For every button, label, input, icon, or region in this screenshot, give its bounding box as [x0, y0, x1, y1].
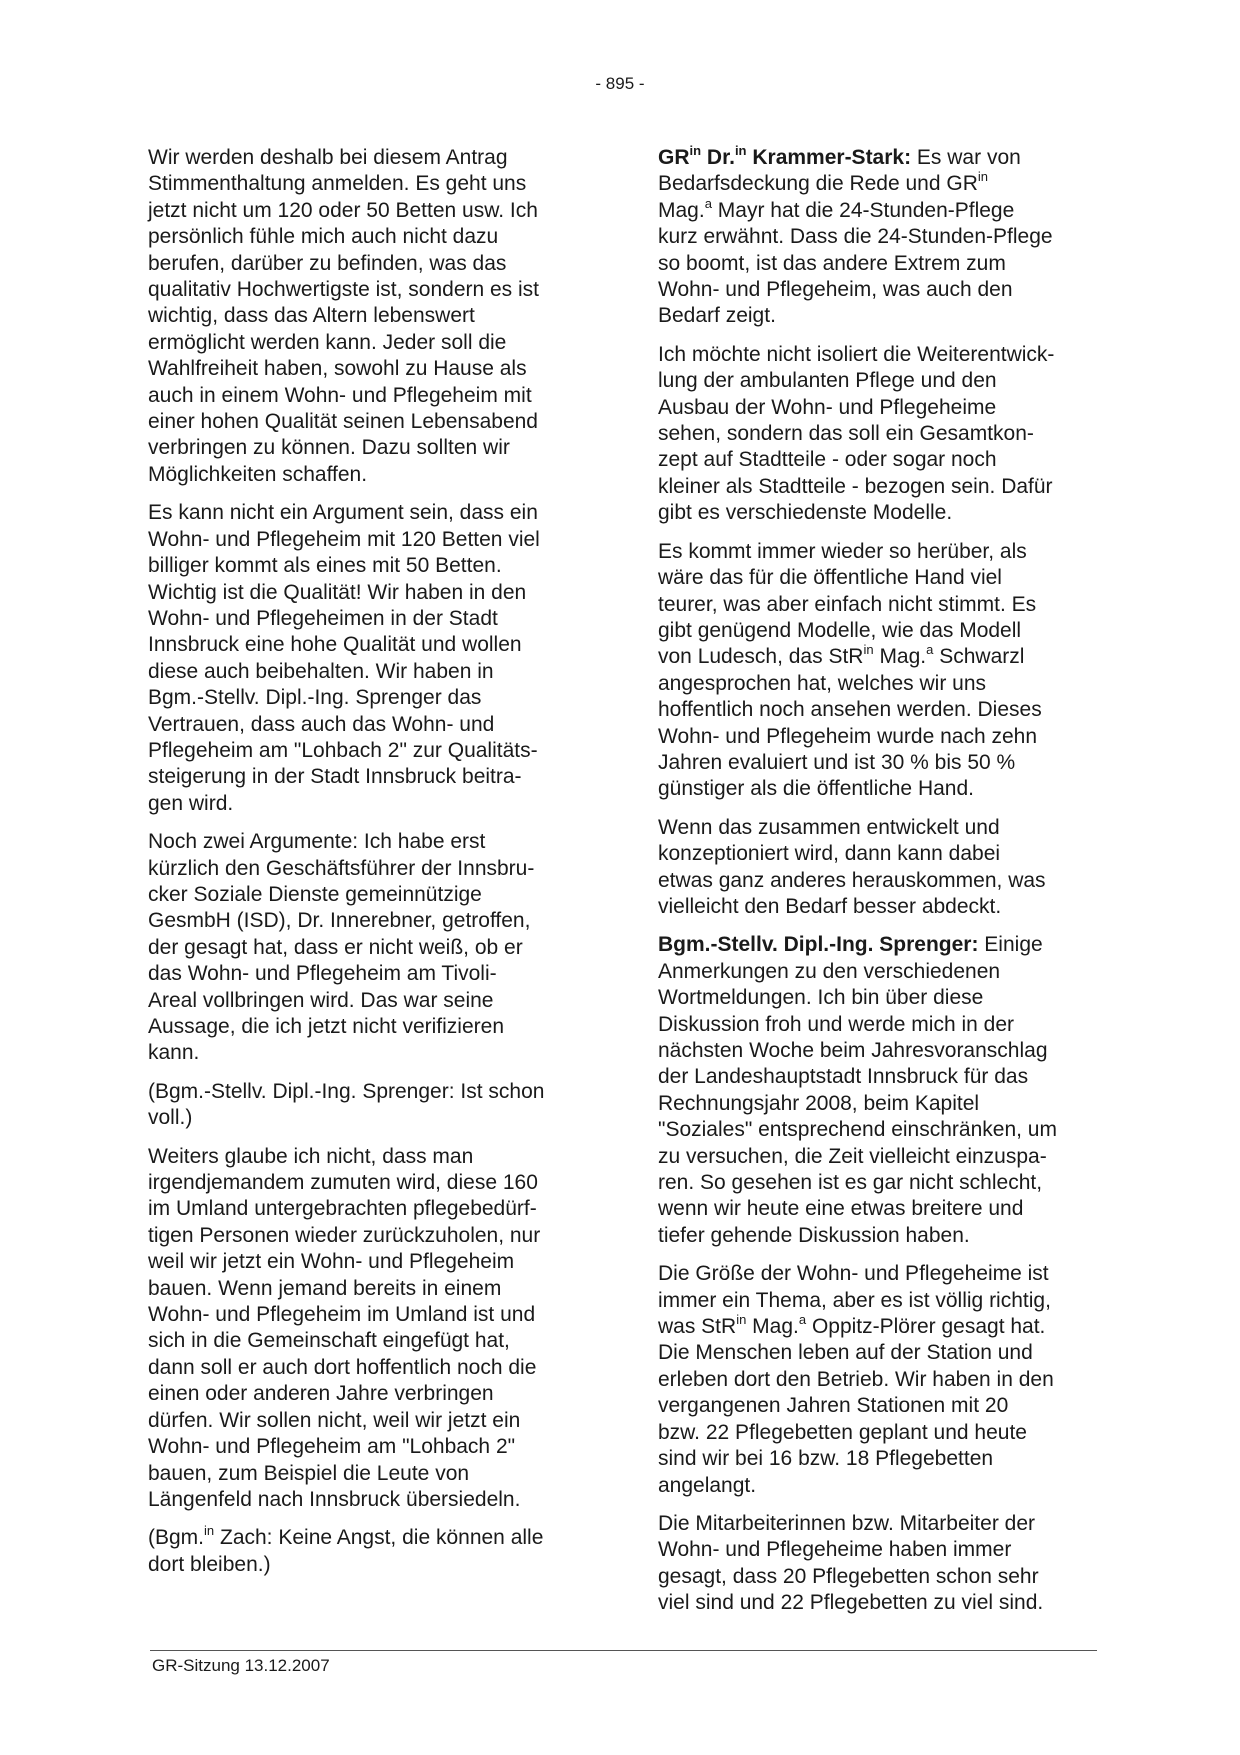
text-line: Wohn- und Pflegeheime haben immer [658, 1538, 1012, 1562]
text-line: Innsbruck eine hohe Qualität und wollen [148, 633, 522, 657]
text-line: gesagt, dass 20 Pflegebetten schon sehr [658, 1564, 1039, 1588]
paragraph [148, 1525, 598, 1578]
paragraph [148, 829, 598, 1067]
text-line: angelangt. [658, 1473, 757, 1497]
text-line: kürzlich den Geschäftsführer der Innsbru- [148, 856, 535, 880]
text-line: ren. So gesehen ist es gar nicht schlecht, [658, 1171, 1043, 1195]
text-line: etwas ganz anderes herauskommen, was [658, 868, 1046, 892]
text-line: teurer, was aber einfach nicht stimmt. Es [658, 592, 1037, 616]
paragraph [658, 1511, 1103, 1617]
text-line: berufen, darüber zu befinden, was das [148, 251, 507, 275]
text-line: Noch zwei Argumente: Ich habe erst [148, 830, 486, 854]
text-line: Wohn- und Pflegeheim am "Lohbach 2" [148, 1435, 516, 1459]
text-line: Vertrauen, dass auch das Wohn- und [148, 712, 495, 736]
text-line: Wenn das zusammen entwickelt und [658, 815, 1000, 839]
text-line: Die Mitarbeiterinnen bzw. Mitarbeiter der [658, 1511, 1035, 1535]
text-line: gibt genügend Modelle, wie das Modell [658, 618, 1022, 642]
text-line: Möglichkeiten schaffen. [148, 462, 368, 486]
paragraph [148, 1144, 598, 1514]
text-line: Mag.$^a$ Mayr hat die 24-Stunden-Pflege [658, 195, 1015, 222]
text-line: $GR^{in}$ Dr.$^{in}$ Krammer-Stark: Es war von [658, 142, 1021, 169]
text-line: kann. [148, 1041, 200, 1065]
text-line: bauen. Wenn jemand bereits in einem [148, 1276, 502, 1300]
text-line: sehen, sondern das soll ein Gesamtkon- [658, 422, 1034, 446]
text-line: billiger kommt als eines mit 50 Betten. [148, 554, 502, 578]
text-line: einer hohen Qualität seinen Lebensabend [148, 410, 538, 434]
footer-text: GR-Sitzung 13.12.2007 [152, 1656, 330, 1675]
paragraph [148, 500, 598, 817]
text-line: viel sind und 22 Pflegebetten zu viel sind. [658, 1591, 1044, 1615]
text-line: wichtig, dass das Altern lebenswert [148, 304, 475, 328]
text-line: Ausbau der Wohn- und Pflegeheime [658, 395, 997, 419]
text-line: von Ludesch, das StR$^{in}$ Mag.$^a$ Schwarzl [658, 642, 1025, 669]
text-line: jetzt nicht um 120 oder 50 Betten usw. Ich [148, 198, 538, 222]
text-line: Pflegeheim am "Lohbach 2" zur Qualitäts- [148, 738, 538, 762]
text-line: Anmerkungen zu den verschiedenen [658, 959, 1001, 983]
text-line: qualitativ Hochwertigste ist, sondern es ist [148, 278, 540, 302]
text-line: steigerung in der Stadt Innsbruck beitra- [148, 765, 522, 789]
paragraph [658, 1261, 1103, 1499]
right-column [658, 142, 1103, 1629]
text-line: Bgm.-Stellv. Dipl.-Ing. Sprenger das [148, 686, 482, 710]
text-line: Aussage, die ich jetzt nicht verifizieren [148, 1015, 505, 1038]
text-line: Es kommt immer wieder so herüber, als [658, 539, 1027, 563]
text-line: einen oder anderen Jahre verbringen [148, 1382, 494, 1406]
text-line: Wohn- und Pflegeheim wurde nach zehn [658, 724, 1038, 748]
text-line: was StR$^{in}$ Mag.$^a$ Oppitz-Plörer gesagt hat. [658, 1311, 1046, 1339]
text-line: Rechnungsjahr 2008, beim Kapitel [658, 1091, 980, 1115]
text-line: zept auf Stadtteile - oder sogar noch [658, 448, 997, 472]
text-line: auch in einem Wohn- und Pflegeheim mit [148, 383, 532, 407]
paragraph [658, 142, 1103, 330]
text-line: gibt es verschiedenste Modelle. [658, 501, 953, 525]
footer-rule [150, 1650, 1097, 1651]
text-line: Wahlfreiheit haben, sowohl zu Hause als [148, 357, 527, 381]
text-line: Wichtig ist die Qualität! Wir haben in den [148, 580, 527, 604]
text-line: voll.) [148, 1106, 193, 1130]
text-line: günstiger als die öffentliche Hand. [658, 777, 974, 801]
text-line: Wohn- und Pflegeheim, was auch den [658, 278, 1013, 302]
text-line: kleiner als Stadtteile - bezogen sein. Dafür [658, 474, 1053, 498]
paragraph [658, 342, 1103, 527]
text-line: Bedarf zeigt. [658, 304, 776, 328]
text-line: der Landeshauptstadt Innsbruck für das [658, 1065, 1029, 1089]
text-line: das Wohn- und Pflegeheim am Tivoli- [148, 962, 497, 986]
text-line: erleben dort den Betrieb. Wir haben in den [658, 1367, 1054, 1391]
text-line: gen wird. [148, 791, 234, 815]
text-line: dann soll er auch dort hoffentlich noch die [148, 1355, 537, 1379]
text-line: lung der ambulanten Pflege und den [658, 369, 997, 393]
text-line: im Umland untergebrachten pflegebedürf- [148, 1197, 537, 1221]
text-line: immer ein Thema, aber es ist völlig richtig, [658, 1288, 1051, 1312]
text-line: Es kann nicht ein Argument sein, dass ein [148, 501, 538, 525]
text-line: Weiters glaube ich nicht, dass man [148, 1144, 474, 1168]
text-line: persönlich fühle mich auch nicht dazu [148, 225, 499, 249]
text-line: Wortmeldungen. Ich bin über diese [658, 986, 984, 1010]
text-line: irgendjemandem zumuten wird, diese 160 [148, 1171, 538, 1195]
text-line: kurz erwähnt. Dass die 24-Stunden-Pflege [658, 225, 1053, 249]
paragraph [658, 932, 1103, 1249]
text-line: vergangenen Jahren Stationen mit 20 [658, 1394, 1009, 1418]
text-line: wäre das für die öffentliche Hand viel [658, 566, 1002, 590]
text-line: konzeptioniert wird, dann kann dabei [658, 842, 1001, 866]
paragraph [148, 1079, 598, 1132]
text-line: verbringen zu können. Dazu sollten wir [148, 436, 510, 460]
text-line: weil wir jetzt ein Wohn- und Pflegeheim [148, 1250, 515, 1274]
text-line: Stimmenthaltung anmelden. Es geht uns [148, 172, 527, 196]
page-number: - 895 - [595, 74, 645, 93]
left-column [148, 145, 598, 1590]
text-line: dürfen. Wir sollen nicht, weil wir jetzt ein [148, 1408, 521, 1432]
text-line: zu versuchen, die Zeit vielleicht einzuspa- [658, 1144, 1047, 1168]
text-line: tiefer gehende Diskussion haben. [658, 1223, 970, 1247]
text-line: wenn wir heute eine etwas breitere und [658, 1197, 1024, 1221]
text-line: Wir werden deshalb bei diesem Antrag [148, 146, 508, 169]
text-line: dort bleiben.) [148, 1552, 271, 1576]
text-line: Wohn- und Pflegeheim im Umland ist und [148, 1303, 536, 1327]
text-line: (Bgm.$^{in}$ Zach: Keine Angst, die können alle [148, 1523, 544, 1550]
text-line: GesmbH (ISD), Dr. Innerebner, getroffen, [148, 909, 531, 933]
text-line: Wohn- und Pflegeheim mit 120 Betten viel [148, 527, 540, 551]
paragraph [658, 815, 1103, 921]
text-line: Bgm.-Stellv. Dipl.-Ing. Sprenger: Einige [658, 933, 1043, 957]
text-line: diese auch beibehalten. Wir haben in [148, 659, 494, 683]
text-line: so boomt, ist das andere Extrem zum [658, 251, 1006, 275]
text-line: hoffentlich noch ansehen werden. Dieses [658, 698, 1042, 722]
text-line: nächsten Woche beim Jahresvoranschlag [658, 1039, 1048, 1062]
text-line: sich in die Gemeinschaft eingefügt hat, [148, 1329, 510, 1353]
text-line: ermöglicht werden kann. Jeder soll die [148, 330, 507, 354]
text-line: vielleicht den Bedarf besser abdeckt. [658, 894, 1002, 918]
text-line: Diskussion froh und werde mich in der [658, 1012, 1014, 1036]
paragraph [658, 539, 1103, 803]
text-line: Areal vollbringen wird. Das war seine [148, 988, 494, 1012]
text-line: Längenfeld nach Innsbruck übersiedeln. [148, 1487, 521, 1511]
text-line: Die Größe der Wohn- und Pflegeheime ist [658, 1262, 1049, 1286]
text-line: angesprochen hat, welches wir uns [658, 671, 987, 695]
text-line: tigen Personen wieder zurückzuholen, nur [148, 1223, 541, 1247]
text-line: der gesagt hat, dass er nicht weiß, ob er [148, 935, 523, 959]
text-line: bauen, zum Beispiel die Leute von [148, 1461, 470, 1485]
text-line: Die Menschen leben auf der Station und [658, 1341, 1033, 1365]
text-line: bzw. 22 Pflegebetten geplant und heute [658, 1420, 1027, 1444]
text-line: Wohn- und Pflegeheimen in der Stadt [148, 606, 498, 630]
text-line: Bedarfsdeckung die Rede und $GR^{in}$ [658, 169, 989, 196]
text-line: (Bgm.-Stellv. Dipl.-Ing. Sprenger: Ist schon [148, 1079, 545, 1103]
text-line: Ich möchte nicht isoliert die Weiterentwick- [658, 342, 1055, 366]
text-line: "Soziales" entsprechend einschränken, um [658, 1118, 1057, 1142]
text-line: cker Soziale Dienste gemeinnützige [148, 882, 482, 906]
text-line: sind wir bei 16 bzw. 18 Pflegebetten [658, 1447, 994, 1471]
paragraph [148, 145, 598, 488]
text-line: Jahren evaluiert und ist 30 % bis 50 % [658, 750, 1016, 774]
